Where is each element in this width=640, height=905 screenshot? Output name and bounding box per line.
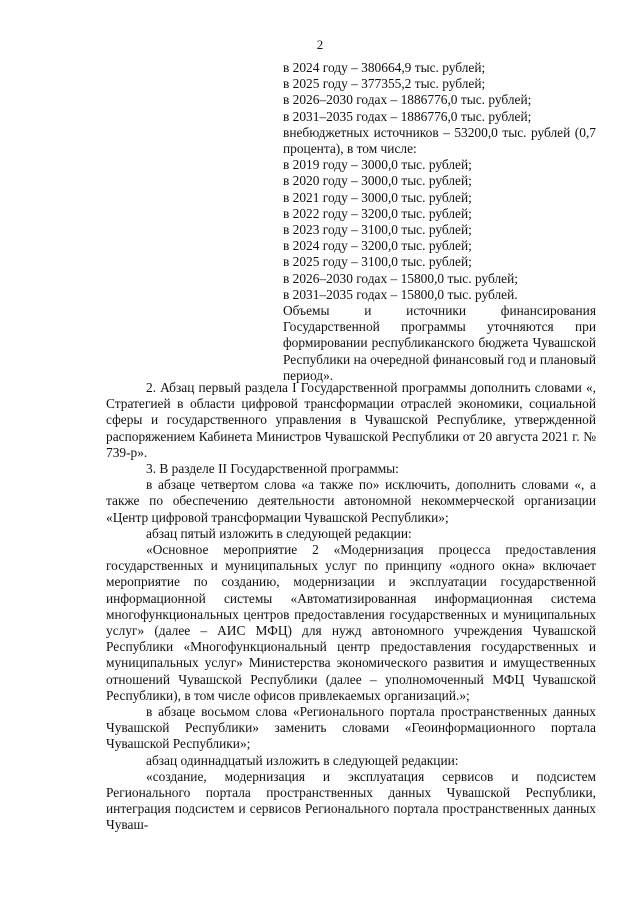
main-text [106,380,596,834]
funding-block [283,60,596,384]
paragraph: «создание, модернизация и эксплуатация сервисов и подсистем Регионального портала пространственных данных Чувашской Республики, интеграция подсистем и сервисов Регионального портала пространственных данных Чуваш- [106,768,596,833]
funding-line: в 2026–2030 годах – 15800,0 тыс. рублей; [283,270,518,286]
funding-line: в 2020 году – 3000,0 тыс. рублей; [283,173,472,189]
paragraph: «Основное мероприятие 2 «Модернизация процесса предоставления государственных и муниципальных услуг по принципу «одного окна» включает мероприятие по созданию, модернизации и эксплуатации государственной информационной системы «Автоматизированная информационная система многофункциональных центров предоставления государственных и муниципальных услуг» (далее – АИС МФЦ) для нужд автономного учреждения Чувашской Республики «Многофункциональный центр предоставления государственных и муниципальных услуг» Министерства экономического развития и имущественных отношений Чувашской Республики (далее – уполномоченный МФЦ Чувашской Республики), в том числе офисов привлекаемых организаций.»; [106,542,596,703]
funding-line: в 2019 году – 3000,0 тыс. рублей; [283,157,472,173]
funding-line: в 2025 году – 377355,2 тыс. рублей; [283,76,486,92]
funding-line: в 2022 году – 3200,0 тыс. рублей; [283,205,472,221]
paragraph: 3. В разделе II Государственной программы: [146,461,399,477]
funding-line: в 2021 году – 3000,0 тыс. рублей; [283,189,472,205]
funding-line: в 2024 году – 380664,9 тыс. рублей; [283,60,486,75]
funding-line: в 2024 году – 3200,0 тыс. рублей; [283,238,472,254]
funding-line: в 2031–2035 годах – 1886776,0 тыс. рублей; [283,108,532,124]
funding-line: в 2031–2035 годах – 15800,0 тыс. рублей. [283,286,518,302]
paragraph: 2. Абзац первый раздела I Государственной программы дополнить словами «, Стратегией в области цифровой трансформации отраслей экономики, социальной сферы и государственного управления в Чувашской Республике, утвержденной распоряжением Кабинета Министров Чувашской Республики от 20 августа 2021 г. № 739-р». [106,380,596,460]
extra-budget-line: внебюджетных источников – 53200,0 тыс. рублей (0,7 процента), в том числе: [283,124,596,157]
funding-note: Объемы и источники финансирования Государственной программы уточняются при формировании республиканского бюджета Чувашской Республики на очередной финансовый год и плановый период». [283,303,596,383]
funding-line: в 2026–2030 годах – 1886776,0 тыс. рублей; [283,92,532,108]
paragraph: абзац одиннадцатый изложить в следующей редакции: [146,752,459,768]
page-number: 2 [316,37,324,52]
paragraph: абзац пятый изложить в следующей редакции: [146,525,412,541]
funding-line: в 2025 году – 3100,0 тыс. рублей; [283,254,472,270]
paragraph: в абзаце восьмом слова «Регионального портала пространственных данных Чувашской Республики» заменить словами «Геоинформационного портала Чувашской Республики»; [106,704,596,752]
funding-line: в 2023 году – 3100,0 тыс. рублей; [283,222,472,238]
paragraph: в абзаце четвертом слова «а также по» исключить, дополнить словами «, а также по обеспечению деятельности автономной некоммерческой организации «Центр цифровой трансформации Чувашской Республики»; [106,477,596,525]
